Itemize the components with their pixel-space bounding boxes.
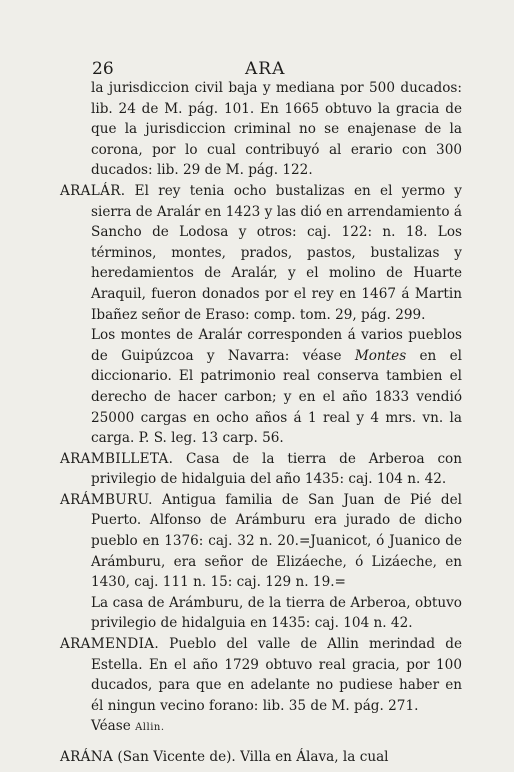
see-label: Véase bbox=[91, 718, 131, 735]
entry-arana bbox=[60, 747, 462, 768]
entry-aramendia bbox=[60, 634, 462, 716]
cross-reference: Montes bbox=[354, 347, 407, 364]
entry-text: en el diccionario. El patrimonio real conserva tambien el derecho de hacer carbon; y en el año 1833 vendió 25000 cargas en ocho años á 1 real y 4 mrs. vn. la carga. P. S. leg. 13 carp. 56. bbox=[91, 347, 463, 447]
entry-text: Los montes de Aralár corresponden á varios pueblos de Guipúzcoa y Navarra: véase bbox=[91, 327, 462, 364]
entry-headword: ARÁNA bbox=[60, 749, 114, 765]
entry-arambilleta bbox=[60, 449, 462, 490]
entry-text: El rey tenia ocho bustalizas en el yermo y sierra de Aralár en 1423 y las dió en arrendamiento á Sancho de Lodosa y otros: caj. 122: n. 18. Los términos, montes, prados, pastos, bustalizas y heredamientos de Aralár, y el molino de Huarte Araquil, fueron donados por el rey en 1467 á Martin Ibañez señor de Eraso: comp. tom. 29, pág. 299. bbox=[91, 182, 462, 323]
entry-text: (San Vicente de). Villa en Álava, la cual bbox=[113, 749, 389, 765]
entry-text: Antigua familia de San Juan de Pié del Puerto. Alfonso de Arámburu era jurado de dicho pueblo en 1376: caj. 32 n. 20.=Juanicot, ó Juanico de Arámburu, era señor de Elizáeche, ó Lizáeche, en 1430, caj. 111 n. 15: caj. 129 n. 19.= bbox=[91, 491, 462, 591]
page-number: 26 bbox=[92, 59, 114, 79]
page-body bbox=[60, 78, 462, 768]
entry-aralar bbox=[60, 181, 462, 325]
entry-text: La casa de Arámburu, de la tierra de Arberoa, obtuvo privilegio de hidalguia en 1435: caj. 104 n. 42. bbox=[91, 594, 462, 632]
entry-headword: ARÁMBURU. bbox=[60, 491, 153, 508]
entry-aramburu-paragraph-2 bbox=[60, 593, 462, 634]
entry-headword: ARAMENDIA. bbox=[60, 636, 160, 653]
entry-headword: ARAMBILLETA. bbox=[60, 450, 174, 467]
entry-text: Casa de la tierra de Arberoa con privilegio de hidalguia del año 1435: caj. 104 n. 42. bbox=[91, 450, 462, 488]
entry-text: Pueblo del valle de Allin merindad de Estella. En el año 1729 obtuvo real gracia, por 100 ducados, para que en adelante no pudiese haber en él ningun vecino forano: lib. 35 de M. pág. 271. bbox=[91, 636, 462, 714]
entry-text: la jurisdiccion civil baja y mediana por 500 ducados: lib. 24 de M. pág. 101. En 1665 obtuvo la gracia de que la jurisdiccion criminal no se enajenase de la corona, por lo cual contribuyó al erario con 300 ducados: lib. 29 de M. pág. 122. bbox=[91, 80, 462, 179]
see-reference: Allin. bbox=[135, 722, 165, 734]
running-title: ARA bbox=[245, 59, 286, 79]
entry-continuation bbox=[60, 78, 462, 181]
page-header bbox=[92, 59, 462, 79]
entry-aralar-paragraph-2 bbox=[60, 325, 462, 449]
entry-aramendia-see-also bbox=[60, 716, 462, 739]
entry-aramburu bbox=[60, 490, 462, 593]
entry-headword: ARALÁR. bbox=[60, 182, 126, 199]
